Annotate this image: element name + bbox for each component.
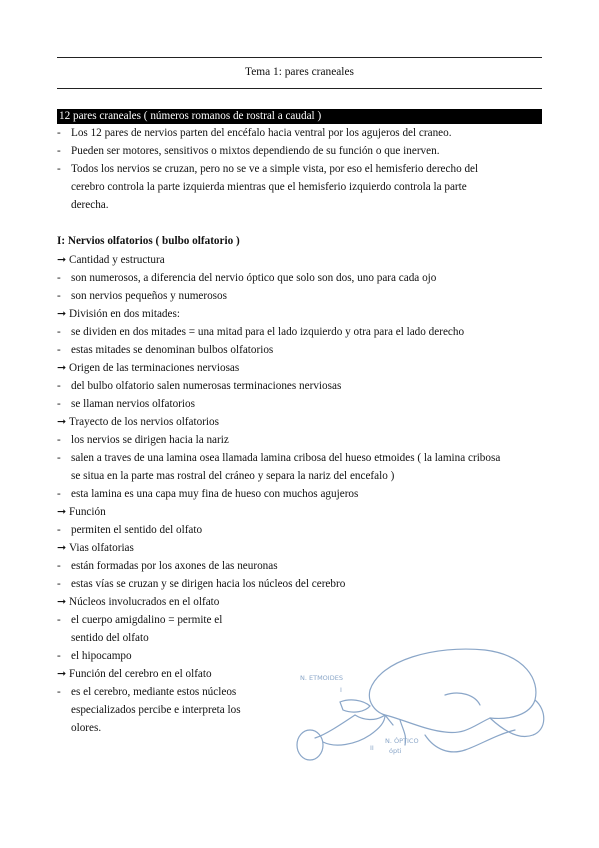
- list-item: - esta lamina es una capa muy fina de hueso con muchos agujeros: [57, 488, 359, 500]
- list-continuation: especializados percibe e interpreta los: [71, 704, 241, 716]
- list-item: - se dividen en dos mitades = una mitad para el lado izquierdo y otra para el lado derecho: [57, 326, 465, 338]
- list-item: - están formadas por los axones de las neuronas: [57, 560, 278, 572]
- intro-continuation: derecha.: [71, 199, 109, 211]
- intro-item: - Pueden ser motores, sensitivos o mixtos dependiendo de su función o que inerven.: [57, 145, 440, 157]
- arrow-icon: ➞: [57, 362, 67, 374]
- list-item: - son nervios pequeños y numerosos: [57, 290, 227, 302]
- list-item: - permiten el sentido del olfato: [57, 524, 203, 536]
- arrow-icon: ➞: [57, 668, 67, 680]
- list-continuation: sentido del olfato: [71, 632, 149, 644]
- arrow-icon: ➞: [57, 308, 67, 320]
- top-rule: [57, 57, 542, 58]
- list-item: - los nervios se dirigen hacia la nariz: [57, 434, 229, 446]
- list-item: - se llaman nervios olfatorios: [57, 398, 195, 410]
- list-item: - estas vías se cruzan y se dirigen hacia los núcleos del cerebro: [57, 578, 346, 590]
- sketch-label: II: [370, 744, 374, 752]
- list-continuation: olores.: [71, 722, 102, 734]
- arrow-heading: ➞ Cantidad y estructura: [57, 254, 165, 266]
- arrow-heading: ➞ Función del cerebro en el olfato: [57, 668, 212, 680]
- intro-continuation: cerebro controla la parte izquierda mientras que el hemisferio izquierdo controla la parte: [71, 181, 467, 193]
- arrow-heading: ➞ Origen de las terminaciones nerviosas: [57, 362, 240, 374]
- arrow-heading: ➞ División en dos mitades:: [57, 308, 180, 320]
- list-item: - salen a traves de una lamina osea llamada lamina cribosa del hueso etmoides ( la lamina cribosa: [57, 452, 501, 464]
- brain-sketch-image: [285, 640, 555, 775]
- section-heading: I: Nervios olfatorios ( bulbo olfatorio ): [57, 235, 240, 247]
- page-title: Tema 1: pares craneales: [245, 66, 354, 78]
- list-item: - son numerosos, a diferencia del nervio óptico que solo son dos, uno para cada ojo: [57, 272, 437, 284]
- arrow-icon: ➞: [57, 254, 67, 266]
- arrow-heading: ➞ Núcleos involucrados en el olfato: [57, 596, 220, 608]
- arrow-heading: ➞ Función: [57, 506, 106, 518]
- list-continuation: se situa en la parte mas rostral del cráneo y separa la nariz del encefalo ): [71, 470, 395, 482]
- sketch-label: I: [340, 686, 342, 694]
- sketch-label: N. ETMOIDES: [300, 674, 343, 682]
- title-bottom-rule: [57, 88, 542, 89]
- arrow-icon: ➞: [57, 416, 67, 428]
- sketch-label: ópti: [389, 747, 402, 755]
- arrow-heading: ➞ Vias olfatorias: [57, 542, 134, 554]
- list-item: - estas mitades se denominan bulbos olfatorios: [57, 344, 274, 356]
- arrow-icon: ➞: [57, 596, 67, 608]
- list-item: - el hipocampo: [57, 650, 132, 662]
- arrow-heading: ➞ Trayecto de los nervios olfatorios: [57, 416, 219, 428]
- list-item: - del bulbo olfatorio salen numerosas terminaciones nerviosas: [57, 380, 342, 392]
- arrow-icon: ➞: [57, 542, 67, 554]
- section-banner: 12 pares craneales ( números romanos de rostral a caudal ): [57, 109, 542, 124]
- list-item: - el cuerpo amigdalino = permite el: [57, 614, 223, 626]
- sketch-label: N. ÓPTICO: [385, 737, 419, 745]
- arrow-icon: ➞: [57, 506, 67, 518]
- list-item: - es el cerebro, mediante estos núcleos: [57, 686, 237, 698]
- intro-item: - Todos los nervios se cruzan, pero no se ve a simple vista, por eso el hemisferio derecho del: [57, 163, 479, 175]
- intro-item: - Los 12 pares de nervios parten del encéfalo hacia ventral por los agujeros del craneo.: [57, 127, 452, 139]
